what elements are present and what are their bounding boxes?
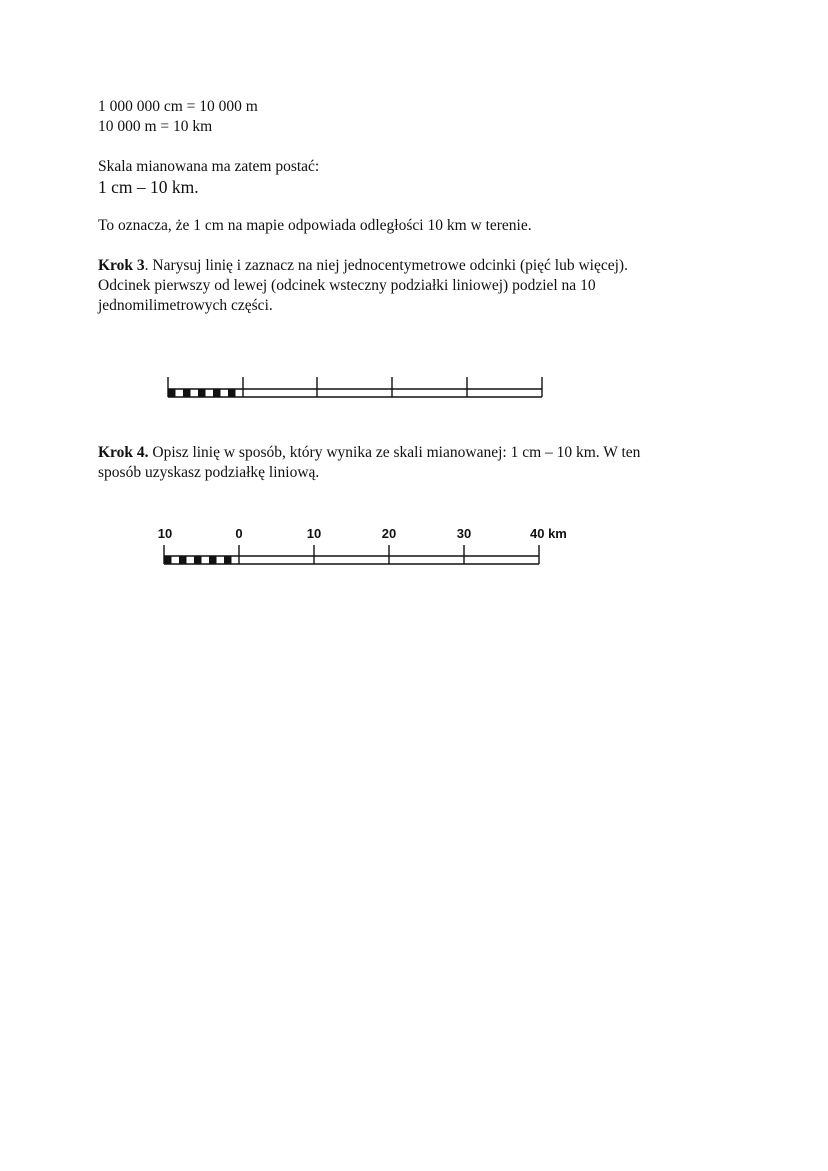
step4-label: Krok 4.: [98, 444, 149, 461]
scale-label-30: 30: [456, 526, 472, 541]
scale-label-40-km: 40 km: [530, 526, 567, 541]
step4-paragraph-line-1: [98, 443, 640, 463]
step3-label: Krok 3: [98, 257, 145, 274]
step3-text-1: . Narysuj linię i zaznacz na niej jednocentymetrowe odcinki (pięć lub więcej).: [144, 257, 628, 274]
conversion-line-2: 10 000 m = 10 km: [98, 118, 213, 135]
step4-text-2: sposób uzyskasz podziałkę liniową.: [98, 464, 320, 481]
step3-text-3: jednomilimetrowych części.: [98, 297, 273, 314]
scale-label-10-back: 10: [157, 526, 173, 541]
scale-bar-blank: [160, 370, 550, 406]
scale-label-0: 0: [235, 526, 243, 541]
scale-intro: Skala mianowana ma zatem postać:: [98, 158, 320, 175]
scale-label-20: 20: [381, 526, 397, 541]
scale-bar-labelled: [155, 522, 595, 572]
named-scale: 1 cm – 10 km.: [98, 177, 199, 197]
scale-label-10: 10: [306, 526, 322, 541]
conversion-line-1: 1 000 000 cm = 10 000 m: [98, 98, 258, 115]
step4-text-1: Opisz linię w sposób, który wynika ze skali mianowanej: 1 cm – 10 km. W ten: [148, 444, 641, 461]
scale-meaning: To oznacza, że 1 cm na mapie odpowiada odległości 10 km w terenie.: [98, 217, 532, 234]
step3-text-2: Odcinek pierwszy od lewej (odcinek wsteczny podziałki liniowej) podziel na 10: [98, 277, 596, 294]
step3-paragraph-line-1: [98, 256, 628, 276]
